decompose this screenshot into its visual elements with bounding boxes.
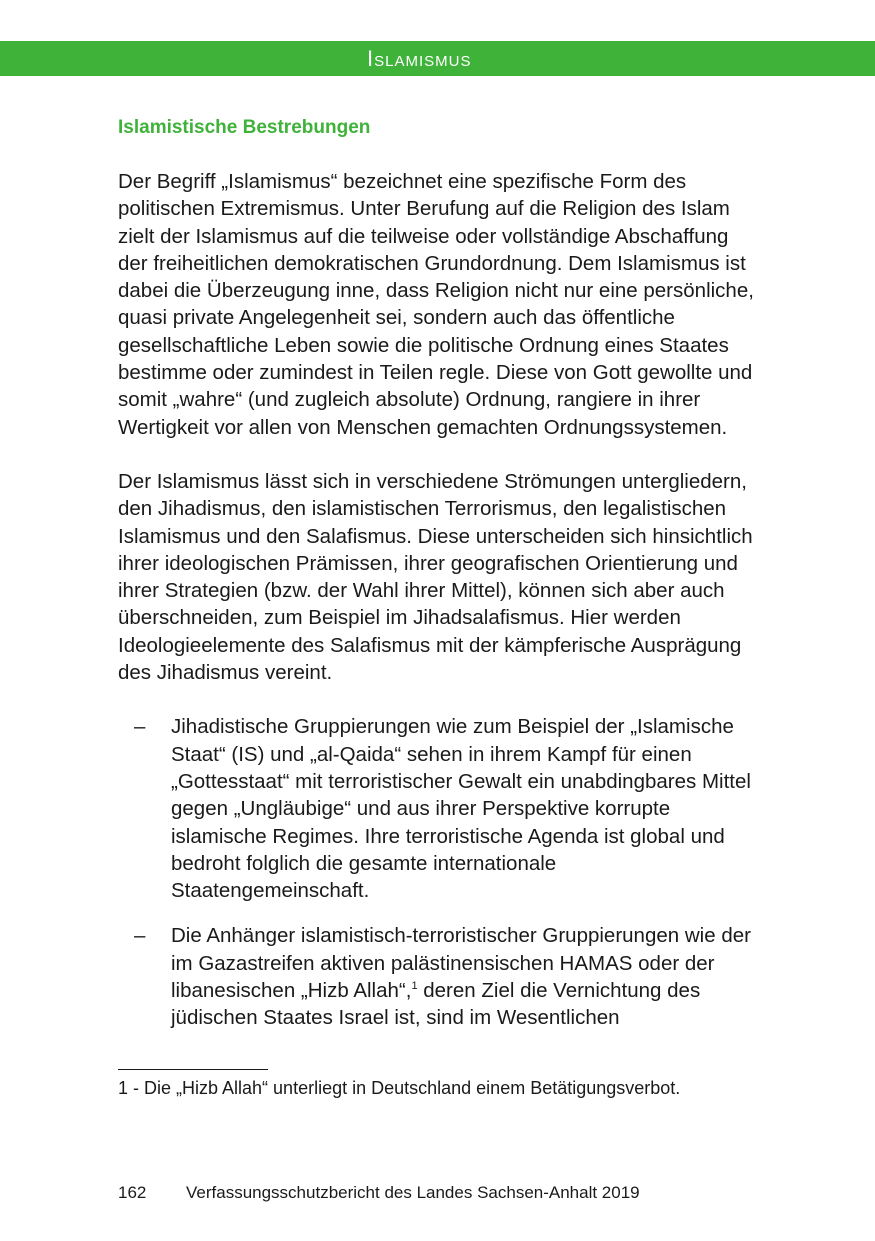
footnote: 1 - Die „Hizb Allah“ unterliegt in Deutschland einem Betätigungsverbot. [118, 1078, 681, 1098]
footnote-divider [118, 1069, 268, 1070]
bullet-item-jihadist [118, 713, 758, 904]
page-number: 162 [118, 1183, 147, 1202]
page-footer [118, 1181, 640, 1205]
bullet-text-part1: Die Anhänger islamistisch-terroristischer Gruppierungen wie der im Gazastreifen aktiven palästinensischen HAMAS oder der libanesischen „Hizb Allah“, [171, 924, 751, 1003]
main-content [118, 168, 758, 1050]
bullet-dash: – [134, 924, 146, 948]
footnote-reference[interactable]: 1 [411, 980, 418, 993]
bullet-text-part2: deren Ziel die Vernichtung des jüdischen Staates Israel ist, sind im Wesentlichen [171, 979, 701, 1030]
section-heading: Islamistische Bestrebungen [118, 117, 371, 138]
bullet-item-terrorist [118, 922, 758, 1031]
paragraph-currents: Der Islamismus lässt sich in verschiedene Strömungen untergliedern, den Jihadismus, den islamistischen Terrorismus, den legalistischen Islamismus und den Salafismus. Diese unterscheiden sich hinsichtlich ihrer ideologischen Prämissen, ihrer geografischen Orientierung und ihrer Strategien (bzw. der Wahl ihrer Mittel), können sich aber auch überschneiden, zum Beispiel im Jihadsalafismus. Hier werden Ideologieelemente des Salafismus mit der kämpferische Ausprägung des Jihadismus vereint. [118, 469, 753, 685]
publication-title: Verfassungsschutzbericht des Landes Sachsen-Anhalt 2019 [186, 1183, 640, 1202]
bullet-list [118, 713, 758, 1031]
bullet-text: Jihadistische Gruppierungen wie zum Beispiel der „Islamische Staat“ (IS) und „al-Qaida“ sehen in ihrem Kampf für einen „Gottesstaat“ mit terroristischer Gewalt ein unabdingbares Mittel gegen „Ungläubige“ und aus ihrer Perspektive korrupte islamische Regimes. Ihre terroristische Agenda ist global und bedroht folglich die gesamte internationale Staatengemeinschaft. [171, 715, 751, 903]
bullet-dash: – [134, 715, 146, 739]
chapter-title: Islamismus [367, 46, 472, 71]
paragraph-definition: Der Begriff „Islamismus“ bezeichnet eine spezifische Form des politischen Extremismus. Unter Berufung auf die Religion des Islam zielt der Islamismus auf die teilweise oder vollständige Abschaffung der freiheitlichen demokratischen Grundordnung. Dem Islamismus ist dabei die Überzeugung inne, dass Religion nicht nur eine persönliche, quasi private Angelegenheit sei, sondern auch das öffentliche gesellschaftliche Leben sowie die politische Ordnung eines Staates bestimme oder zumindest in Teilen regle. Diese von Gott gewollte und somit „wahre“ (und zugleich absolute) Ordnung, rangiere in ihrer Wertigkeit vor allen von Menschen gemachten Ordnungssystemen. [118, 170, 754, 439]
